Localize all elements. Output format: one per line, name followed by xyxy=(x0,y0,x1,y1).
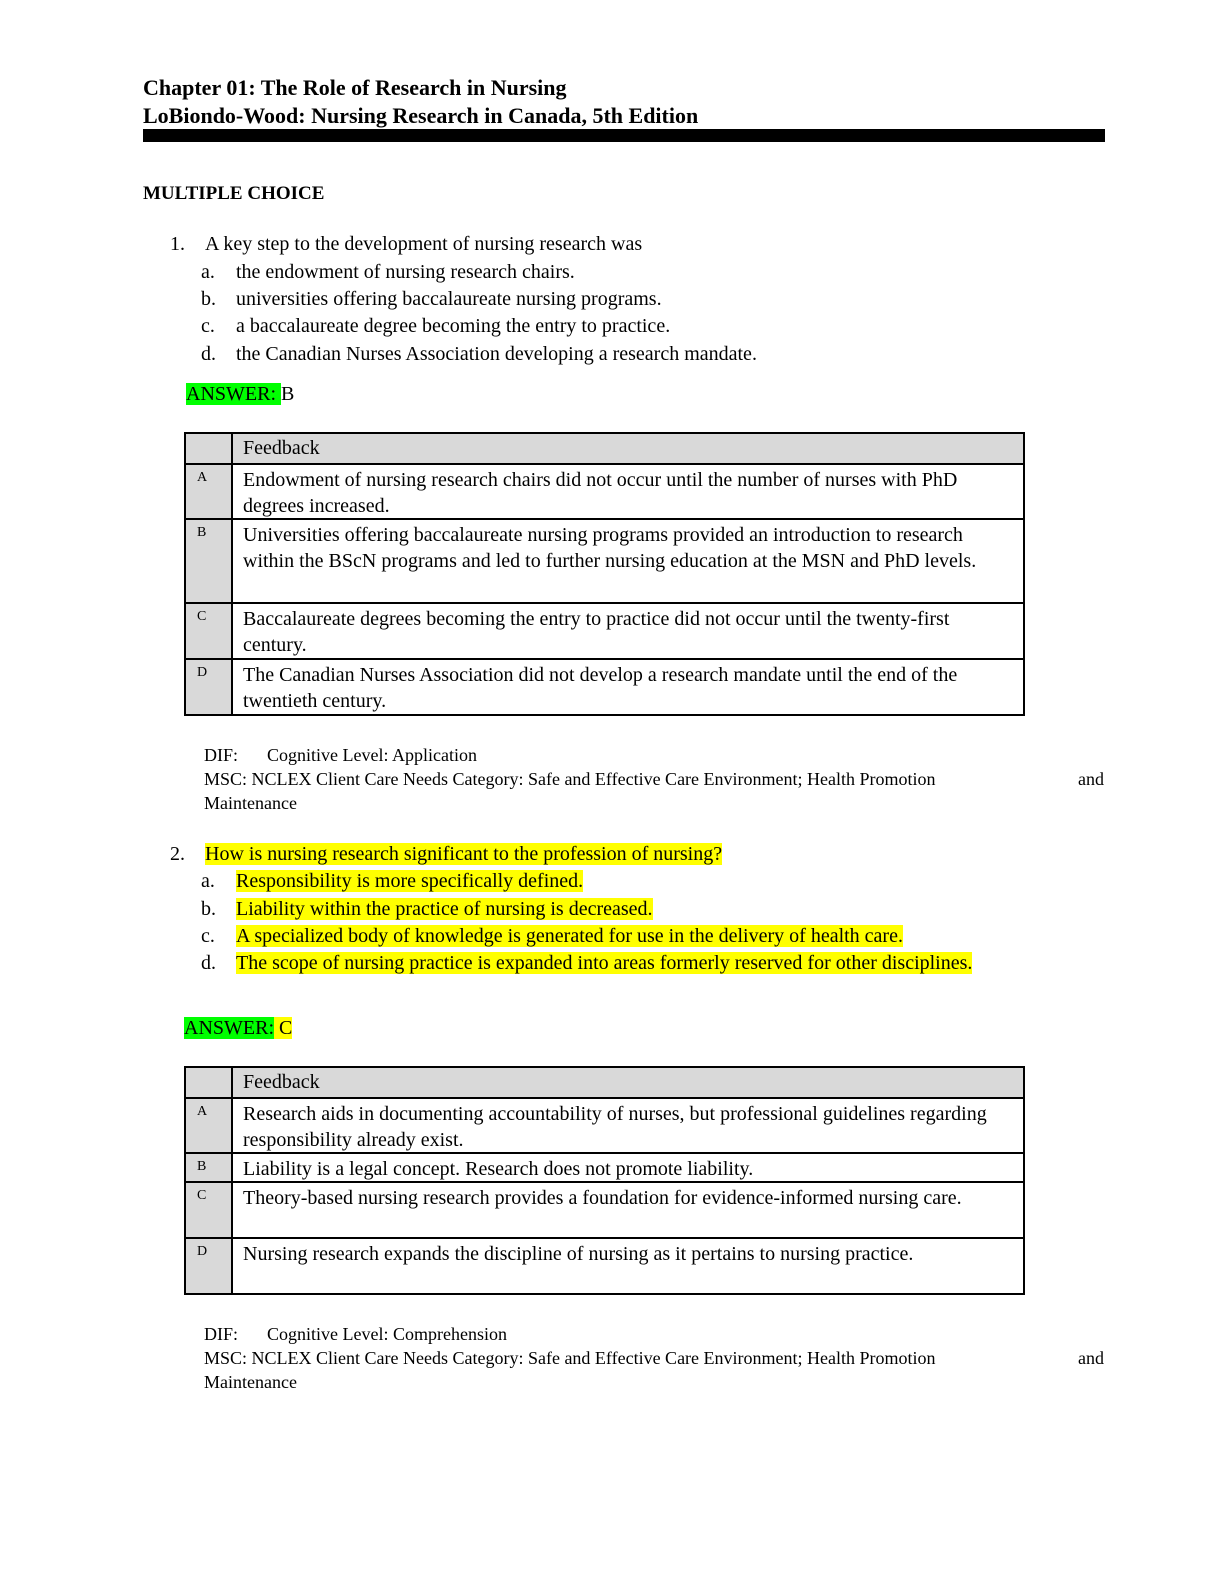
option-text: the endowment of nursing research chairs. xyxy=(236,261,575,283)
question-metadata xyxy=(204,743,1104,815)
msc-text: MSC: NCLEX Client Care Needs Category: Safe and Effective Care Environment; Health Promotion xyxy=(204,1348,936,1368)
feedback-row xyxy=(186,465,1023,520)
option-text: Responsibility is more specifically defined. xyxy=(236,870,584,892)
feedback-row xyxy=(186,1154,1023,1183)
feedback-header: Feedback xyxy=(243,437,320,459)
option-letter: c. xyxy=(201,315,215,337)
msc-text-continued: Maintenance xyxy=(204,1372,297,1392)
feedback-text: Liability is a legal concept. Research does not promote liability. xyxy=(243,1158,754,1180)
feedback-letter: C xyxy=(186,1183,233,1237)
feedback-text: The Canadian Nurses Association did not develop a research mandate until the end of the twentieth century. xyxy=(243,664,958,712)
feedback-row xyxy=(186,1183,1023,1239)
feedback-letter: A xyxy=(186,1099,233,1152)
answer-line xyxy=(184,1015,292,1041)
feedback-text: Baccalaureate degrees becoming the entry to practice did not occur until the twenty-first century. xyxy=(243,608,950,656)
question-stem: How is nursing research significant to the profession of nursing? xyxy=(205,843,723,865)
option-text: Liability within the practice of nursing is decreased. xyxy=(236,898,653,920)
feedback-letter: B xyxy=(186,520,233,602)
option-text: the Canadian Nurses Association developing a research mandate. xyxy=(236,343,757,365)
dif-label: DIF: xyxy=(204,745,239,765)
msc-and: and xyxy=(1078,769,1104,789)
question-number: 1. xyxy=(170,233,185,255)
feedback-letter: C xyxy=(186,604,233,658)
option-letter: d. xyxy=(201,952,216,974)
option-letter: c. xyxy=(201,925,215,947)
answer-label: ANSWER: xyxy=(186,383,276,405)
feedback-table xyxy=(184,432,1025,716)
option-letter: a. xyxy=(201,870,215,892)
option-letter: a. xyxy=(201,261,215,283)
feedback-letter: D xyxy=(186,1239,233,1293)
question-number: 2. xyxy=(170,843,185,865)
feedback-header: Feedback xyxy=(243,1071,320,1093)
header-rule xyxy=(143,129,1105,142)
feedback-header-row xyxy=(186,1068,1023,1099)
option-text: The scope of nursing practice is expanded into areas formerly reserved for other disciplines. xyxy=(236,952,973,974)
feedback-letter: D xyxy=(186,660,233,714)
dif-value: Cognitive Level: Application xyxy=(267,745,477,765)
option-text: universities offering baccalaureate nursing programs. xyxy=(236,288,662,310)
option-letter: d. xyxy=(201,343,216,365)
chapter-title: Chapter 01: The Role of Research in Nursing xyxy=(143,75,567,100)
dif-value: Cognitive Level: Comprehension xyxy=(267,1324,507,1344)
feedback-row xyxy=(186,660,1023,714)
answer-value: B xyxy=(281,383,295,405)
feedback-row xyxy=(186,1099,1023,1154)
option-letter: b. xyxy=(201,898,216,920)
feedback-letter: A xyxy=(186,465,233,518)
dif-label: DIF: xyxy=(204,1324,239,1344)
msc-and: and xyxy=(1078,1348,1104,1368)
feedback-text: Nursing research expands the discipline of nursing as it pertains to nursing practice. xyxy=(243,1243,914,1265)
msc-text-continued: Maintenance xyxy=(204,793,297,813)
option-text: a baccalaureate degree becoming the entry to practice. xyxy=(236,315,671,337)
option-text: A specialized body of knowledge is generated for use in the delivery of health care. xyxy=(236,925,903,947)
section-title: MULTIPLE CHOICE xyxy=(143,183,325,204)
feedback-row xyxy=(186,520,1023,604)
feedback-row xyxy=(186,604,1023,660)
option-letter: b. xyxy=(201,288,216,310)
question-stem: A key step to the development of nursing research was xyxy=(205,233,643,255)
feedback-text: Endowment of nursing research chairs did not occur until the number of nurses with PhD degrees increased. xyxy=(243,469,958,517)
feedback-header-row xyxy=(186,434,1023,465)
msc-text: MSC: NCLEX Client Care Needs Category: Safe and Effective Care Environment; Health Promotion xyxy=(204,769,936,789)
feedback-text: Research aids in documenting accountability of nurses, but professional guidelines regarding responsibility already exist. xyxy=(243,1103,987,1151)
feedback-table xyxy=(184,1066,1025,1295)
feedback-text: Theory-based nursing research provides a foundation for evidence-informed nursing care. xyxy=(243,1187,962,1209)
feedback-text: Universities offering baccalaureate nursing programs provided an introduction to research within the BScN programs and led to further nursing education at the MSN and PhD levels. xyxy=(243,524,977,572)
answer-label: ANSWER: xyxy=(184,1017,274,1039)
feedback-letter: B xyxy=(186,1154,233,1181)
answer-line xyxy=(186,381,294,407)
book-title: LoBiondo-Wood: Nursing Research in Canada, 5th Edition xyxy=(143,103,699,128)
question-metadata xyxy=(204,1322,1104,1394)
feedback-row xyxy=(186,1239,1023,1293)
answer-value: C xyxy=(279,1017,293,1039)
